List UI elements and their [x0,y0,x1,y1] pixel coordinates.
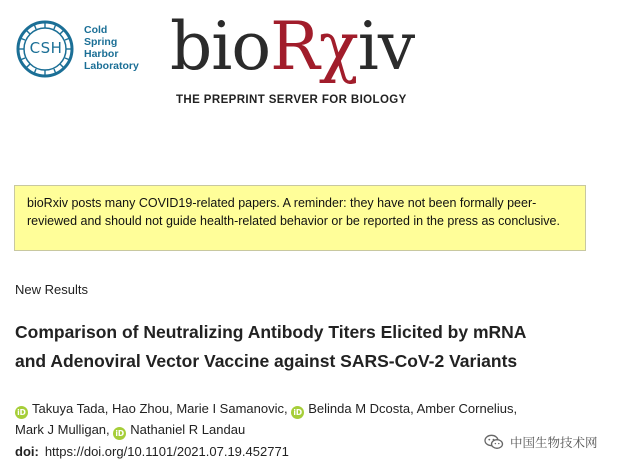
doi-label: doi: [15,444,39,459]
doi-line [15,444,289,459]
tagline: THE PREPRINT SERVER FOR BIOLOGY [176,94,407,106]
csh-name-line: Spring [84,36,118,48]
orcid-icon[interactable]: iD [113,427,126,440]
author-link[interactable] [112,401,169,416]
author-name[interactable]: Takuya Tada [32,401,105,416]
watermark-text: 中国生物技术网 [510,435,598,450]
watermark [484,431,598,453]
wordmark-iv: iv [357,8,415,85]
author-name[interactable]: Belinda M Dcosta [308,401,411,416]
wechat-icon [484,434,504,450]
author-list: iD Takuya Tada, Hao Zhou, Marie I Samanovic, iD Belinda M Dcosta, Amber Cornelius, Mark J Mulligan, iD Nathaniel R Landau [15,401,518,438]
notice-text: bioRxiv posts many COVID19-related papers. A reminder: they have not been formally peer-reviewed and should not guide health-related behavior or be reported in the press as conclusive. [27,196,560,228]
author-link[interactable] [113,422,245,437]
csh-name-line: Cold [84,24,108,36]
author-name[interactable]: Nathaniel R Landau [130,422,246,437]
wordmark-rx: Rχ [270,8,358,85]
csh-name-line: Harbor [84,48,119,60]
article-section-label: New Results [15,282,88,297]
author-link[interactable] [15,401,105,416]
author-link[interactable] [291,401,410,416]
author-name[interactable]: Hao Zhou [112,401,170,416]
paper-title-line: and Adenoviral Vector Vaccine against SARS-CoV-2 Variants [15,351,518,371]
csh-logo[interactable] [14,18,142,80]
author-link[interactable] [15,422,106,437]
csh-name-line: Laboratory [84,60,139,72]
csh-abbreviation: CSH [29,39,63,57]
author-link[interactable] [176,401,284,416]
csh-dna-ring-icon [14,18,76,80]
author-link[interactable] [417,401,514,416]
paper-title [15,318,605,376]
doi-link[interactable]: https://doi.org/10.1101/2021.07.19.452771 [44,444,289,459]
author-name[interactable]: Marie I Samanovic [176,401,284,416]
wordmark-bio: bio [170,8,271,85]
csh-name [84,24,139,72]
author-name[interactable]: Amber Cornelius [416,401,514,416]
orcid-icon[interactable]: iD [15,406,28,419]
paper-title-line: Comparison of Neutralizing Antibody Titers Elicited by mRNA [15,322,527,342]
orcid-icon[interactable]: iD [291,406,304,419]
biorxiv-logo[interactable] [170,10,414,84]
author-name[interactable]: Mark J Mulligan [15,422,107,437]
covid-notice-banner [14,185,586,251]
